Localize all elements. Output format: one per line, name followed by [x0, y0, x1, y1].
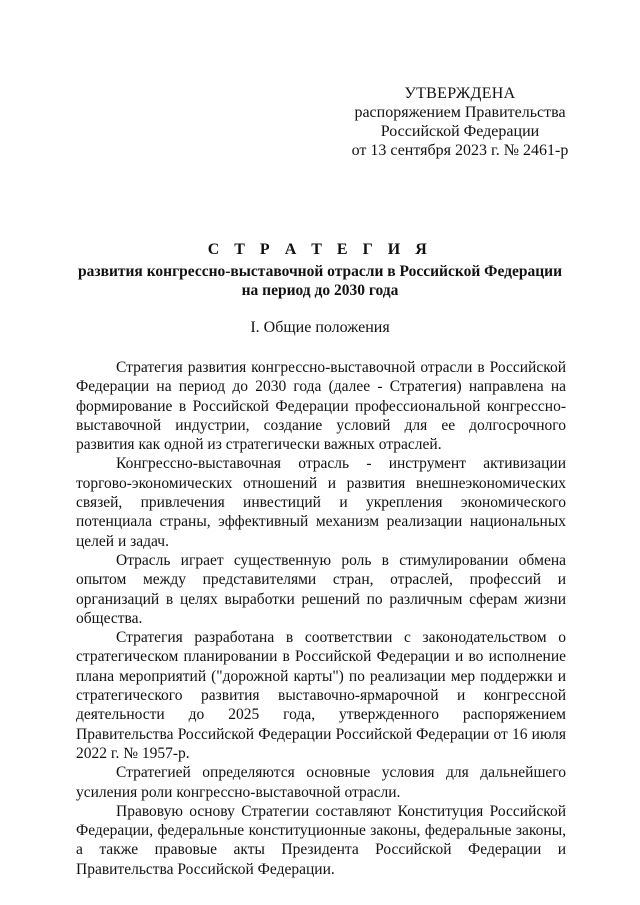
approval-block [340, 84, 580, 160]
approval-line-1: распоряжением Правительства [354, 104, 566, 121]
approval-stamp-title: УТВЕРЖДЕНА [404, 85, 516, 102]
paragraph: Стратегия разработана в соответствии с законодательством о стратегическом планировании в Российской Федерации и во исполнение плана мероприятий ("дорожной карты") по реализации мер поддержки и стратегического развития выставочно-ярмарочной и конгрессной деятельности до 2025 года, утвержденного распоряжением Правительства Российской Федерации Российской Федерации от 16 июля 2022 г. № 1957-р. [76, 629, 566, 762]
section-heading: I. Общие положения [250, 319, 390, 336]
document-subtitle [60, 262, 580, 300]
approval-line-2: Российской Федерации [380, 123, 540, 140]
paragraph: Стратегией определяются основные условия для дальнейшего усиления роли конгрессно-выставочной отрасли. [76, 764, 566, 801]
body-text [76, 358, 566, 879]
subtitle-line-2: на период до 2030 года [241, 282, 399, 299]
paragraph: Отрасль играет существенную роль в стимулировании обмена опытом между представителями стран, отраслей, профессий и организаций в целях выработки решений по различным сферам жизни общества. [76, 551, 566, 627]
paragraph: Правовую основу Стратегии составляют Конституция Российской Федерации, федеральные конституционные законы, федеральные законы, а также правовые акты Президента Российской Федерации и Правительства Российской Федерации. [76, 802, 566, 878]
document-title: С Т Р А Т Е Г И Я [207, 241, 433, 258]
paragraph: Конгрессно-выставочная отрасль - инструмент активизации торгово-экономических отношений и развития внешнеэкономических связей, привлечения инвестиций и укрепления экономического потенциала страны, эффективный механизм реализации национальных целей и задач. [76, 455, 566, 550]
approval-line-3: от 13 сентября 2023 г. № 2461-р [351, 142, 569, 159]
subtitle-line-1: развития конгрессно-выставочной отрасли в Российской Федерации [77, 263, 563, 280]
paragraph: Стратегия развития конгрессно-выставочной отрасли в Российской Федерации на период до 2030 года (далее - Стратегия) направлена на формирование в Российской Федерации профессиональной конгрессно-выставочной индустрии, создание условий для ее долгосрочного развития как одной из стратегически важных отраслей. [76, 359, 566, 454]
